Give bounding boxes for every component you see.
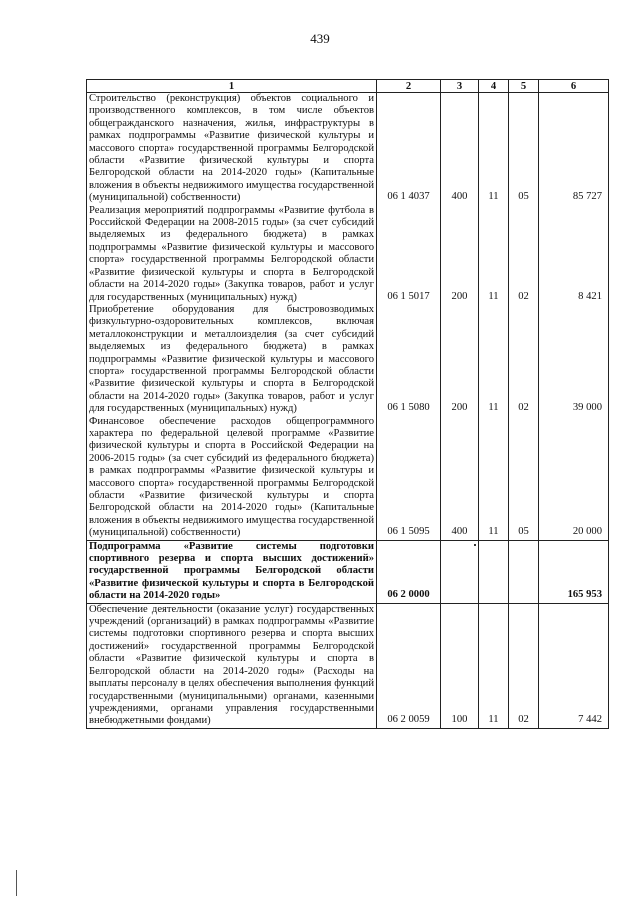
row-amount: 7 442	[539, 603, 609, 728]
table-row	[87, 603, 609, 728]
row-description: Приобретение оборудования для быстровозводимых физкультурно-оздоровительных комплексов, включая металлоконструкции и металлоизделия (за счет субсидий выделяемых из федерального бюджета) в рамках подпрограммы «Развитие физической культуры и массового спорта» государственной программы Белгородской области «Развитие физической культуры и спорта в Белгородской области на 2014-2020 годы» (Закупка товаров, работ и услуг для государственных (муниципальных) нужд)	[87, 304, 377, 416]
row-description: Обеспечение деятельности (оказание услуг) государственных учреждений (организаций) в рамках подпрограммы «Развитие системы подготовки спортивного резерва и спорта высших достижений» государственной программы Белгородской области «Развитие физической культуры и спорта в Белгородской области на 2014-2020 годы» (Расходы на выплаты персоналу в целях обеспечения выполнения функций государственными (муниципальными) органами, казенными учреждениями, органами управления государственными внебюджетными фондами)	[87, 603, 377, 728]
row-section: 11	[479, 205, 509, 304]
row-section	[479, 540, 509, 603]
row-type: 100	[441, 603, 479, 728]
row-type: 400	[441, 416, 479, 541]
row-subsection: 05	[509, 416, 539, 541]
scan-speck	[474, 544, 476, 546]
row-description: Реализация мероприятий подпрограммы «Развитие футбола в Российской Федерации на 2008-2015 годы» (за счет субсидий выделяемых из федерального бюджета) в рамках подпрограммы «Развитие физической культуры и массового спорта» государственной программы Белгородской области «Развитие физической культуры и спорта в Белгородской области на 2014-2020 годы» (Закупка товаров, работ и услуг для государственных (муниципальных) нужд)	[87, 205, 377, 304]
row-code: 06 1 4037	[377, 93, 441, 205]
row-type: 200	[441, 304, 479, 416]
row-code: 06 1 5095	[377, 416, 441, 541]
budget-table	[86, 79, 609, 729]
row-code: 06 2 0000	[377, 540, 441, 603]
row-description: Подпрограмма «Развитие системы подготовки спортивного резерва и спорта высших достижений» государственной программы Белгородской области «Развитие физической культуры и спорта в Белгородской области на 2014-2020 годы»	[87, 540, 377, 603]
row-amount: 39 000	[539, 304, 609, 416]
row-section: 11	[479, 304, 509, 416]
row-code: 06 1 5080	[377, 304, 441, 416]
row-subsection: 02	[509, 304, 539, 416]
header-col-3: 3	[441, 80, 479, 93]
header-col-1: 1	[87, 80, 377, 93]
table-row	[87, 205, 609, 304]
header-col-6: 6	[539, 80, 609, 93]
row-section: 11	[479, 93, 509, 205]
row-section: 11	[479, 416, 509, 541]
row-subsection	[509, 540, 539, 603]
row-type: 400	[441, 93, 479, 205]
row-amount: 85 727	[539, 93, 609, 205]
row-subsection: 02	[509, 603, 539, 728]
row-subsection: 05	[509, 93, 539, 205]
row-code: 06 2 0059	[377, 603, 441, 728]
row-type	[441, 540, 479, 603]
header-col-4: 4	[479, 80, 509, 93]
row-subsection: 02	[509, 205, 539, 304]
row-amount: 20 000	[539, 416, 609, 541]
header-col-2: 2	[377, 80, 441, 93]
table-row-subprogram	[87, 540, 609, 603]
header-col-5: 5	[509, 80, 539, 93]
page-number: 439	[310, 31, 330, 46]
table-row	[87, 416, 609, 541]
table-row	[87, 304, 609, 416]
table-row	[87, 93, 609, 205]
table-header-row	[87, 80, 609, 93]
scan-margin-mark	[16, 870, 17, 896]
row-description: Финансовое обеспечение расходов общепрограммного характера по федеральной целевой программе «Развитие физической культуры и спорта в Российской Федерации на 2006-2015 годы» (за счет субсидий из федерального бюджета) в рамках подпрограммы «Развитие физической культуры и массового спорта» государственной программы Белгородской области «Развитие физической культуры и спорта Белгородской области на 2014-2020 годы» (Капитальные вложения в объекты недвижимого имущества государственной (муниципальной) собственности)	[87, 416, 377, 541]
row-section: 11	[479, 603, 509, 728]
row-amount: 165 953	[539, 540, 609, 603]
row-description: Строительство (реконструкция) объектов социального и производственного комплексов, в том числе объектов общегражданского назначения, жилья, инфраструктуры в рамках подпрограммы «Развитие физической культуры и массового спорта» государственной программы Белгородской области «Развитие физической культуры и спорта Белгородской области на 2014-2020 годы» (Капитальные вложения в объекты недвижимого имущества государственной (муниципальной) собственности)	[87, 93, 377, 205]
row-type: 200	[441, 205, 479, 304]
row-code: 06 1 5017	[377, 205, 441, 304]
row-amount: 8 421	[539, 205, 609, 304]
